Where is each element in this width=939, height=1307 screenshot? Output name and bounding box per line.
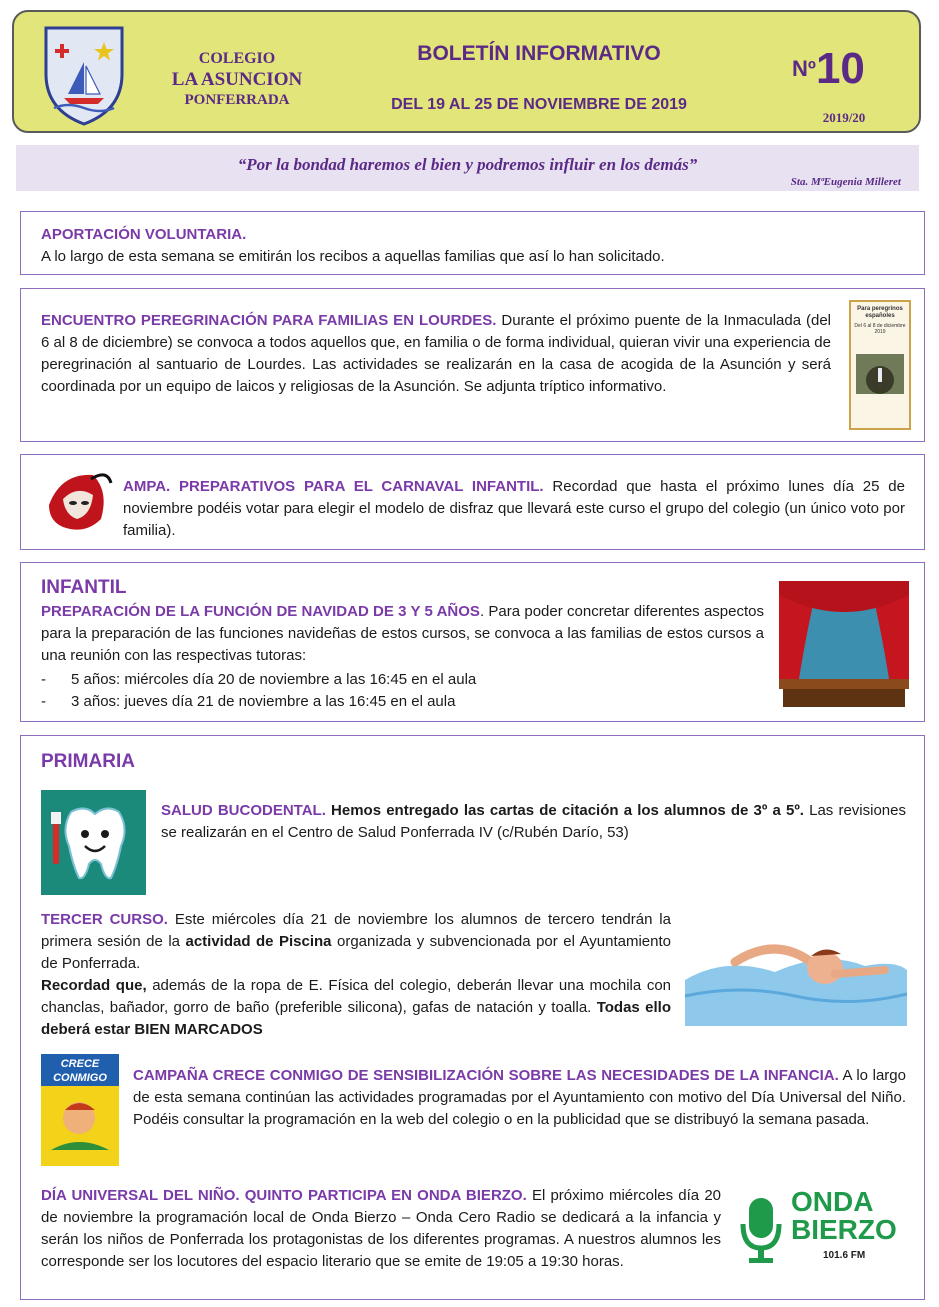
salud-heading: SALUD BUCODENTAL. (161, 802, 326, 819)
onda-line-2: BIERZO (791, 1214, 897, 1245)
aportacion-heading: APORTACIÓN VOLUNTARIA. (41, 226, 247, 243)
infantil-paragraph (41, 601, 764, 667)
poster-line-2: CONMIGO (53, 1072, 107, 1084)
poster-line-1: CRECE (60, 1058, 100, 1070)
infantil-heading: PREPARACIÓN DE LA FUNCIÓN DE NAVIDAD DE 3 Y 5 AÑOS (41, 603, 480, 620)
tooth-mascot-image (41, 790, 146, 895)
tercer-text-3: además de la ropa de E. Física del colegio, deberán llevar una mochila con chanclas, bañador, gorro de baño (preferible silicona), gafas de natación y toalla. (41, 977, 672, 1016)
onda-line-1: ONDA (791, 1186, 874, 1217)
onda-frequency: 101.6 FM (823, 1250, 866, 1261)
lourdes-paragraph (41, 310, 831, 398)
aportacion-block (41, 224, 901, 268)
bulletin-number (792, 44, 892, 94)
aportacion-section (20, 211, 925, 275)
number-value: 10 (815, 44, 865, 93)
lourdes-brochure-image (849, 300, 911, 430)
salud-paragraph (161, 800, 906, 844)
lourdes-heading: ENCUENTRO PEREGRINACIÓN PARA FAMILIAS EN LOURDES. (41, 312, 497, 329)
school-line-1: COLEGIO (198, 50, 276, 67)
salud-bold: Hemos entregado las cartas de citación a los alumnos de 3º a 5º. (325, 802, 804, 819)
dia-paragraph (41, 1185, 721, 1273)
school-line-3: PONFERRADA (184, 92, 290, 108)
infantil-text: . Para poder concretar diferentes aspectos para la preparación de las funciones navideñas de estos cursos, se convoca a las familias de estos cursos a una reunión con las respectivas tutoras: (41, 603, 764, 664)
onda-bierzo-logo (737, 1188, 907, 1276)
crece-conmigo-poster (41, 1054, 119, 1166)
list-item: - 5 años: miércoles día 20 de noviembre a las 16:45 en el aula (41, 669, 764, 691)
number-label: Nº (792, 56, 816, 81)
school-year: 2019/20 (822, 110, 866, 125)
tercer-bold-3: Todas ello deberá estar BIEN MARCADOS (41, 999, 671, 1038)
brochure-title: Para peregrinos españoles (857, 306, 903, 319)
tercer-bold-1: actividad de Piscina (185, 933, 332, 950)
salud-text: Las revisiones se realizarán en el Centro de Salud Ponferrada IV (c/Rubén Darío, 53) (161, 802, 906, 841)
ampa-text: Recordad que hasta el próximo lunes día 25 de noviembre podéis votar para elegir el modelo de disfraz que llevará este curso el grupo del colegio (un único voto por familia). (123, 478, 905, 539)
bulletin-title: BOLETÍN INFORMATIVO (417, 42, 661, 65)
carnival-mask-image (41, 465, 113, 545)
tercer-heading: TERCER CURSO. (41, 911, 168, 928)
theater-stage-image (779, 581, 909, 707)
infantil-title: INFANTIL (41, 577, 127, 598)
infantil-meetings-list (41, 669, 764, 713)
dia-heading: DÍA UNIVERSAL DEL NIÑO. QUINTO PARTICIPA EN ONDA BIERZO. (41, 1187, 527, 1204)
brochure-dates: Del 6 al 8 de diciembre 2019 (854, 323, 906, 335)
lourdes-text: Durante el próximo puente de la Inmaculada (del 6 al 8 de diciembre) se convoca a todos aquellos que, en familia o de forma individual, quieran vivir una experiencia de peregrinación al santuario de Lourdes. Las actividades se realizarán en la casa de acogida de la Asunción y será coordinada por un equipo de laicos y religiosas de la Asunción. Se adjunta tríptico informativo. (41, 312, 831, 395)
primaria-title: PRIMARIA (41, 751, 135, 772)
crece-text: A lo largo de esta semana continúan las actividades programadas por el Ayuntamiento con motivo del Día Universal del Niño. Podéis consultar la programación en la web del colegio o en la publicidad que se distribuyó la semana pasada. (133, 1067, 906, 1128)
crece-heading: CAMPAÑA CRECE CONMIGO DE SENSIBILIZACIÓN SOBRE LAS NECESIDADES DE LA INFANCIA. (133, 1067, 839, 1084)
list-item: - 3 años: jueves día 21 de noviembre a las 16:45 en el aula (41, 691, 764, 713)
school-line-2: LA ASUNCION (171, 69, 303, 90)
infantil-section (20, 562, 925, 722)
primaria-section (20, 735, 925, 1300)
ampa-section (20, 454, 925, 550)
tercer-text-2: organizada y subvencionada por el Ayuntamiento de Ponferrada. (41, 933, 672, 972)
dia-text: El próximo miércoles día 20 de noviembre la programación local de Onda Bierzo – Onda Cero Radio se dedicará a la infancia y serán los niños de Ponferrada los protagonistas de los diferentes programas. A nuestros alumnos les corresponde ser los locutores del espacio literario que se emite de 19:05 a 19:30 horas. (41, 1187, 722, 1270)
grotto-illustration (856, 354, 904, 394)
swimmer-image (685, 926, 907, 1026)
ampa-heading: AMPA. PREPARATIVOS PARA EL CARNAVAL INFANTIL. (123, 478, 544, 495)
microphone-icon (737, 1192, 787, 1266)
motto-banner (16, 145, 919, 191)
motto-author: Sta. MªEugenia Milleret (790, 176, 901, 188)
ampa-paragraph (123, 476, 905, 542)
school-name (142, 48, 332, 111)
bulletin-header (12, 10, 921, 133)
aportacion-text: A lo largo de esta semana se emitirán los recibos a aquellas familias que así lo han solicitado. (41, 248, 665, 265)
bulletin-dates: DEL 19 AL 25 DE NOVIEMBRE DE 2019 (391, 96, 687, 113)
tercer-bold-2: Recordad que, (41, 977, 147, 994)
tercer-text-1: Este miércoles día 21 de noviembre los alumnos de tercero tendrán la primera sesión de la (41, 911, 671, 950)
lourdes-section (20, 288, 925, 442)
tercer-paragraph (41, 909, 671, 1041)
motto-quote: “Por la bondad haremos el bien y podremos influir en los demás” (237, 155, 698, 174)
school-crest-logo (42, 22, 126, 126)
crece-paragraph (133, 1065, 906, 1131)
